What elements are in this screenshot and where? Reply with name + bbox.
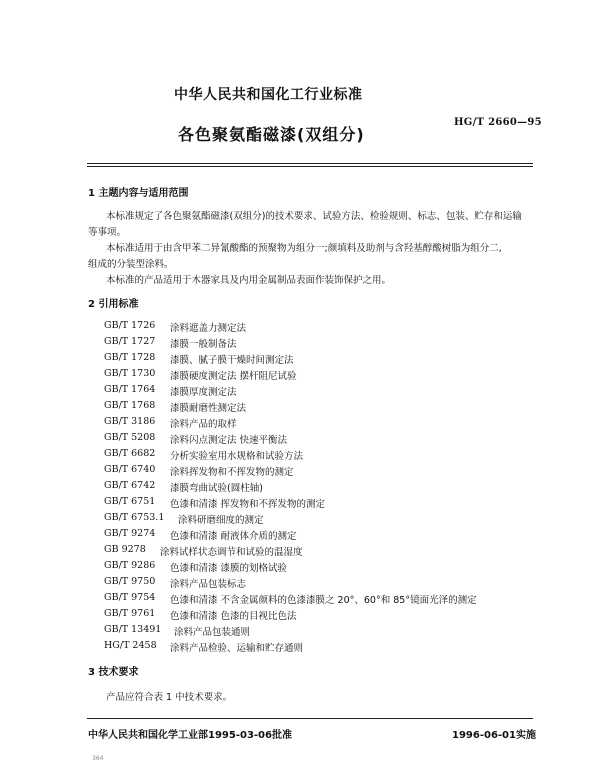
section-heading-requirements: 3 技术要求 xyxy=(88,667,139,678)
reference-title: 漆膜硬度测定法 摆杆阻尼试验 xyxy=(170,371,297,382)
reference-code: GB/T 1730 xyxy=(104,368,156,379)
reference-code: GB 9278 xyxy=(104,544,146,555)
reference-code: GB/T 5208 xyxy=(104,432,156,443)
section-heading-references: 2 引用标准 xyxy=(88,299,139,310)
reference-code: GB/T 1727 xyxy=(104,336,156,347)
reference-code: GB/T 9750 xyxy=(104,576,156,587)
paragraph-applicability-line-2: 组成的分装型涂料。 xyxy=(88,259,174,270)
reference-title: 漆膜耐磨性测定法 xyxy=(170,403,247,414)
reference-title: 色漆和清漆 耐液体介质的测定 xyxy=(170,531,297,542)
reference-code: GB/T 9754 xyxy=(104,592,156,603)
reference-title: 涂料挥发物和不挥发物的测定 xyxy=(170,467,294,478)
document-title: 各色聚氨酯磁漆(双组分) xyxy=(178,125,365,144)
reference-code: GB/T 6753.1 xyxy=(104,512,165,523)
header-divider xyxy=(87,163,533,164)
issuing-organization: 中华人民共和国化工行业标准 xyxy=(174,87,363,103)
reference-title: 涂料遮盖力测定法 xyxy=(170,323,247,334)
reference-code: GB/T 1726 xyxy=(104,320,156,331)
reference-code: GB/T 6742 xyxy=(104,480,156,491)
reference-title: 涂料产品包装通则 xyxy=(174,627,251,638)
reference-code: GB/T 9286 xyxy=(104,560,156,571)
reference-title: 漆膜弯曲试验(圆柱轴) xyxy=(170,483,263,494)
reference-code: GB/T 13491 xyxy=(104,624,162,635)
reference-code: GB/T 3186 xyxy=(104,416,156,427)
reference-title: 色漆和清漆 不含金属颜料的色漆漆膜之 20°、60°和 85°镜面光泽的测定 xyxy=(170,595,477,606)
standard-code: HG/T 2660—95 xyxy=(454,117,542,128)
reference-title: 涂料产品的取样 xyxy=(170,419,237,430)
reference-title: 分析实验室用水规格和试验方法 xyxy=(170,451,304,462)
page-number: 364 xyxy=(92,755,104,762)
reference-code: GB/T 1768 xyxy=(104,400,156,411)
footer-divider xyxy=(87,718,533,719)
reference-code: HG/T 2458 xyxy=(104,640,157,651)
section-heading-scope: 1 主题内容与适用范围 xyxy=(88,188,189,199)
paragraph-applicability-line-1: 本标准适用于由含甲苯二异氰酸酯的预聚物为组分一;颜填料及助剂与含羟基醇酸树脂为组分二, xyxy=(106,243,502,254)
reference-code: GB/T 9761 xyxy=(104,608,156,619)
approval-statement: 中华人民共和国化学工业部1995-03-06批准 xyxy=(88,730,292,741)
effective-date: 1996-06-01实施 xyxy=(452,730,536,741)
reference-code: GB/T 9274 xyxy=(104,528,156,539)
reference-title: 涂料闪点测定法 快速平衡法 xyxy=(170,435,288,446)
reference-title: 涂料产品检验、运输和贮存通则 xyxy=(170,643,304,654)
reference-code: GB/T 1764 xyxy=(104,384,156,395)
reference-title: 漆膜、腻子膜干燥时间测定法 xyxy=(170,355,294,366)
reference-title: 漆膜一般制备法 xyxy=(170,339,237,350)
reference-title: 色漆和清漆 挥发物和不挥发物的测定 xyxy=(170,499,326,510)
reference-title: 漆膜厚度测定法 xyxy=(170,387,237,398)
reference-title: 涂料试样状态调节和试验的温湿度 xyxy=(160,547,303,558)
reference-title: 色漆和清漆 色漆的目视比色法 xyxy=(170,611,297,622)
reference-code: GB/T 6682 xyxy=(104,448,156,459)
paragraph-scope-line-2: 等事项。 xyxy=(88,227,127,238)
paragraph-requirements: 产品应符合表 1 中技术要求。 xyxy=(106,692,233,703)
reference-title: 涂料研磨细度的测定 xyxy=(178,515,264,526)
reference-code: GB/T 6740 xyxy=(104,464,156,475)
header-divider-secondary xyxy=(87,166,533,167)
reference-title: 涂料产品包装标志 xyxy=(170,579,247,590)
reference-title: 色漆和清漆 漆膜的划格试验 xyxy=(170,563,288,574)
reference-code: GB/T 1728 xyxy=(104,352,156,363)
reference-code: GB/T 6751 xyxy=(104,496,156,507)
paragraph-scope-line-1: 本标准规定了各色聚氨酯磁漆(双组分)的技术要求、试验方法、检验规则、标志、包装、贮存和运输 xyxy=(106,211,522,222)
paragraph-usage: 本标准的产品适用于木器家具及内用金属制品表面作装饰保护之用。 xyxy=(106,275,392,286)
